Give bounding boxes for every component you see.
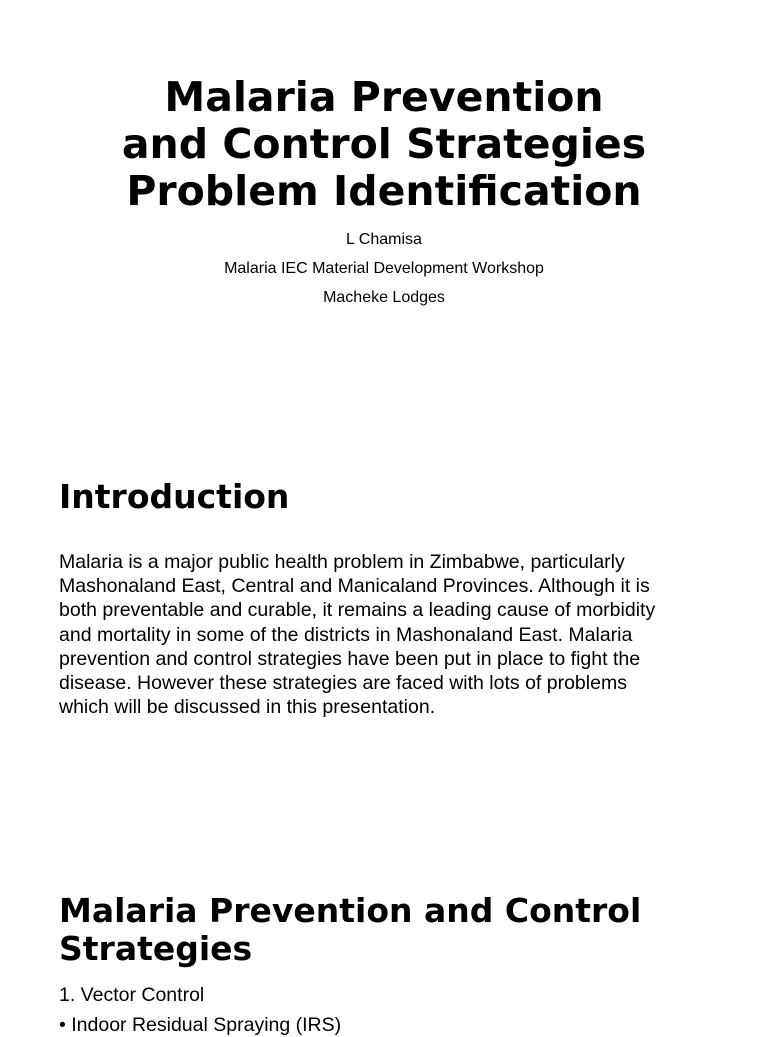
- presentation-title: [0, 74, 768, 215]
- event-name: Malaria IEC Material Development Workshop: [224, 260, 544, 277]
- title-line: Problem Identification: [126, 167, 642, 215]
- paragraph-line: prevention and control strategies have been put in place to fight the: [59, 647, 641, 670]
- venue-name: Macheke Lodges: [323, 289, 445, 306]
- author-name: L Chamisa: [346, 231, 422, 248]
- paragraph-line: disease. However these strategies are faced with lots of problems: [59, 672, 627, 695]
- title-line: Malaria Prevention: [164, 73, 604, 121]
- paragraph-line: Malaria is a major public health problem in Zimbabwe, particularly: [59, 551, 625, 573]
- introduction-heading: Introduction: [59, 477, 290, 516]
- list-item: • Indoor Residual Spraying (IRS): [59, 1014, 342, 1036]
- list-item: 1. Vector Control: [59, 984, 205, 1006]
- heading-line: Malaria Prevention and Control: [59, 891, 642, 930]
- paragraph-line: both preventable and curable, it remains a leading cause of morbidity: [59, 599, 656, 622]
- paragraph-line: Mashonaland East, Central and Manicaland Provinces. Although it is: [59, 575, 650, 598]
- paragraph-line: and mortality in some of the districts in Mashonaland East. Malaria: [59, 623, 633, 646]
- paragraph-line: which will be discussed in this presentation.: [59, 696, 436, 719]
- heading-line: Strategies: [59, 929, 253, 968]
- strategies-heading: [59, 892, 641, 968]
- introduction-paragraph: [59, 550, 709, 719]
- title-line: and Control Strategies: [121, 120, 647, 168]
